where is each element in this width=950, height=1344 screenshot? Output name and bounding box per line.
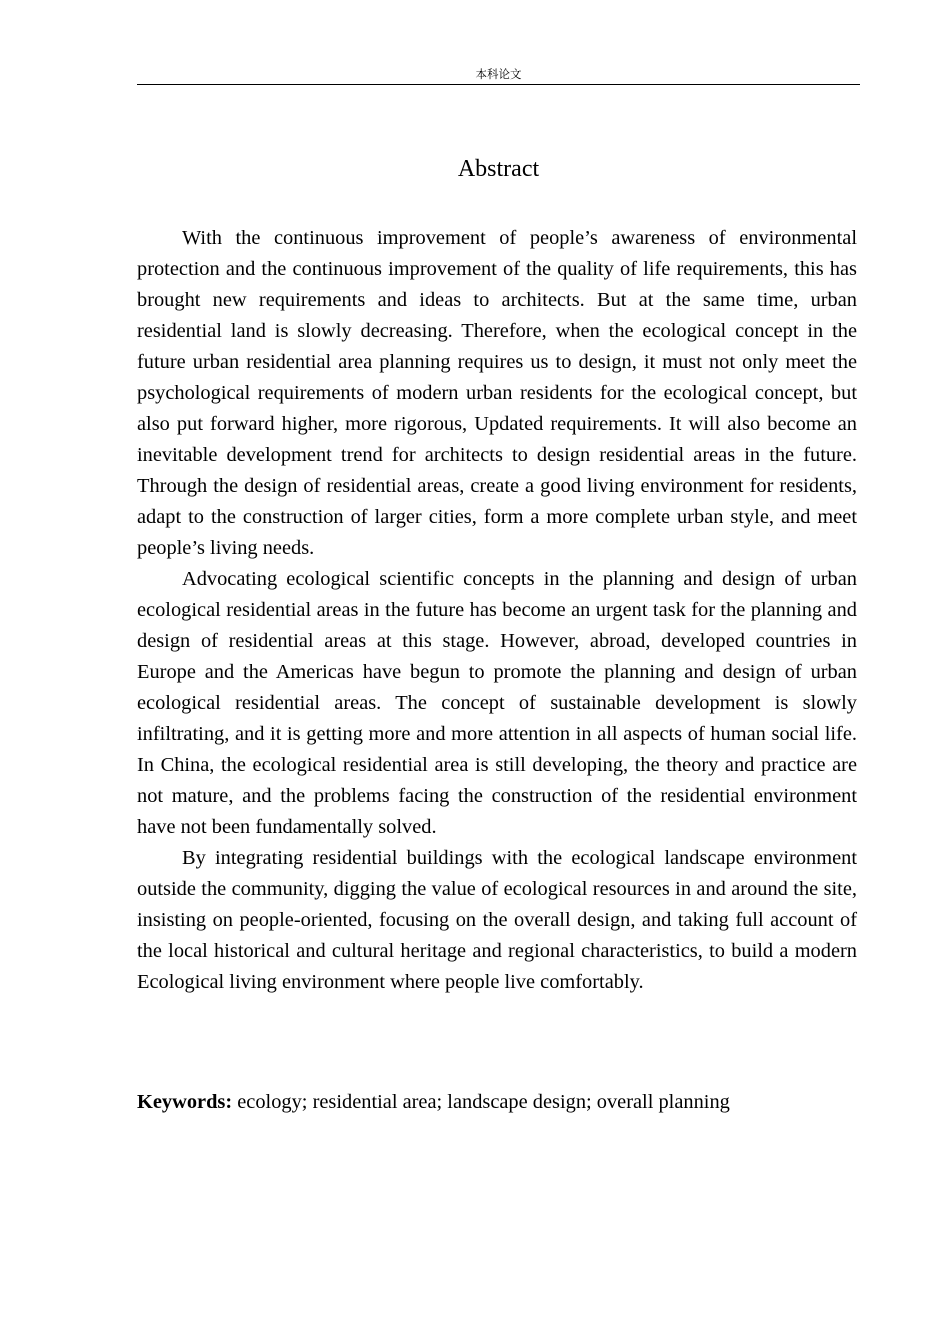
abstract-paragraph-2: Advocating ecological scientific concepts in the planning and design of urban ecological residential areas in the future has become an urgent task for the planning and design of residential areas at this stage. However, abroad, developed countries in Europe and the Americas have begun to promote the planning and design of urban ecological residential areas. The concept of sustainable development is slowly infiltrating, and it is getting more and more attention in all aspects of human social life. In China, the ecological residential area is still developing, the theory and practice are not mature, and the problems facing the construction of the residential environment have not been fundamentally solved. bbox=[137, 568, 857, 838]
abstract-paragraph-1: With the continuous improvement of people’s awareness of environmental protection and the continuous improvement of the quality of life requirements, this has brought new requirements and ideas to architects. But at the same time, urban residential land is slowly decreasing. Therefore, when the ecological concept in the future urban residential area planning requires us to design, it must not only meet the psychological requirements of modern urban residents for the ecological concept, but also put forward higher, more rigorous, Updated requirements. It will also become an inevitable development trend for architects to design residential areas in the future. Through the design of residential areas, create a good living environment for residents, adapt to the construction of larger cities, form a more complete urban style, and meet people’s living needs. bbox=[137, 227, 857, 559]
header-text: 本科论文 bbox=[475, 67, 522, 81]
page-title: Abstract bbox=[457, 156, 540, 182]
keywords-text: ecology; residential area; landscape design; overall planning bbox=[232, 1091, 730, 1113]
keywords-label: Keywords: bbox=[137, 1091, 233, 1113]
keywords-line bbox=[137, 1087, 857, 1118]
abstract-paragraph-3: By integrating residential buildings with the ecological landscape environment outside the community, digging the value of ecological resources in and around the site, insisting on people-oriented, focusing on the overall design, and taking full account of the local historical and cultural heritage and regional characteristics, to build a modern Ecological living environment where people live comfortably. bbox=[137, 847, 857, 993]
page-header bbox=[137, 64, 860, 85]
abstract-body bbox=[137, 223, 857, 998]
